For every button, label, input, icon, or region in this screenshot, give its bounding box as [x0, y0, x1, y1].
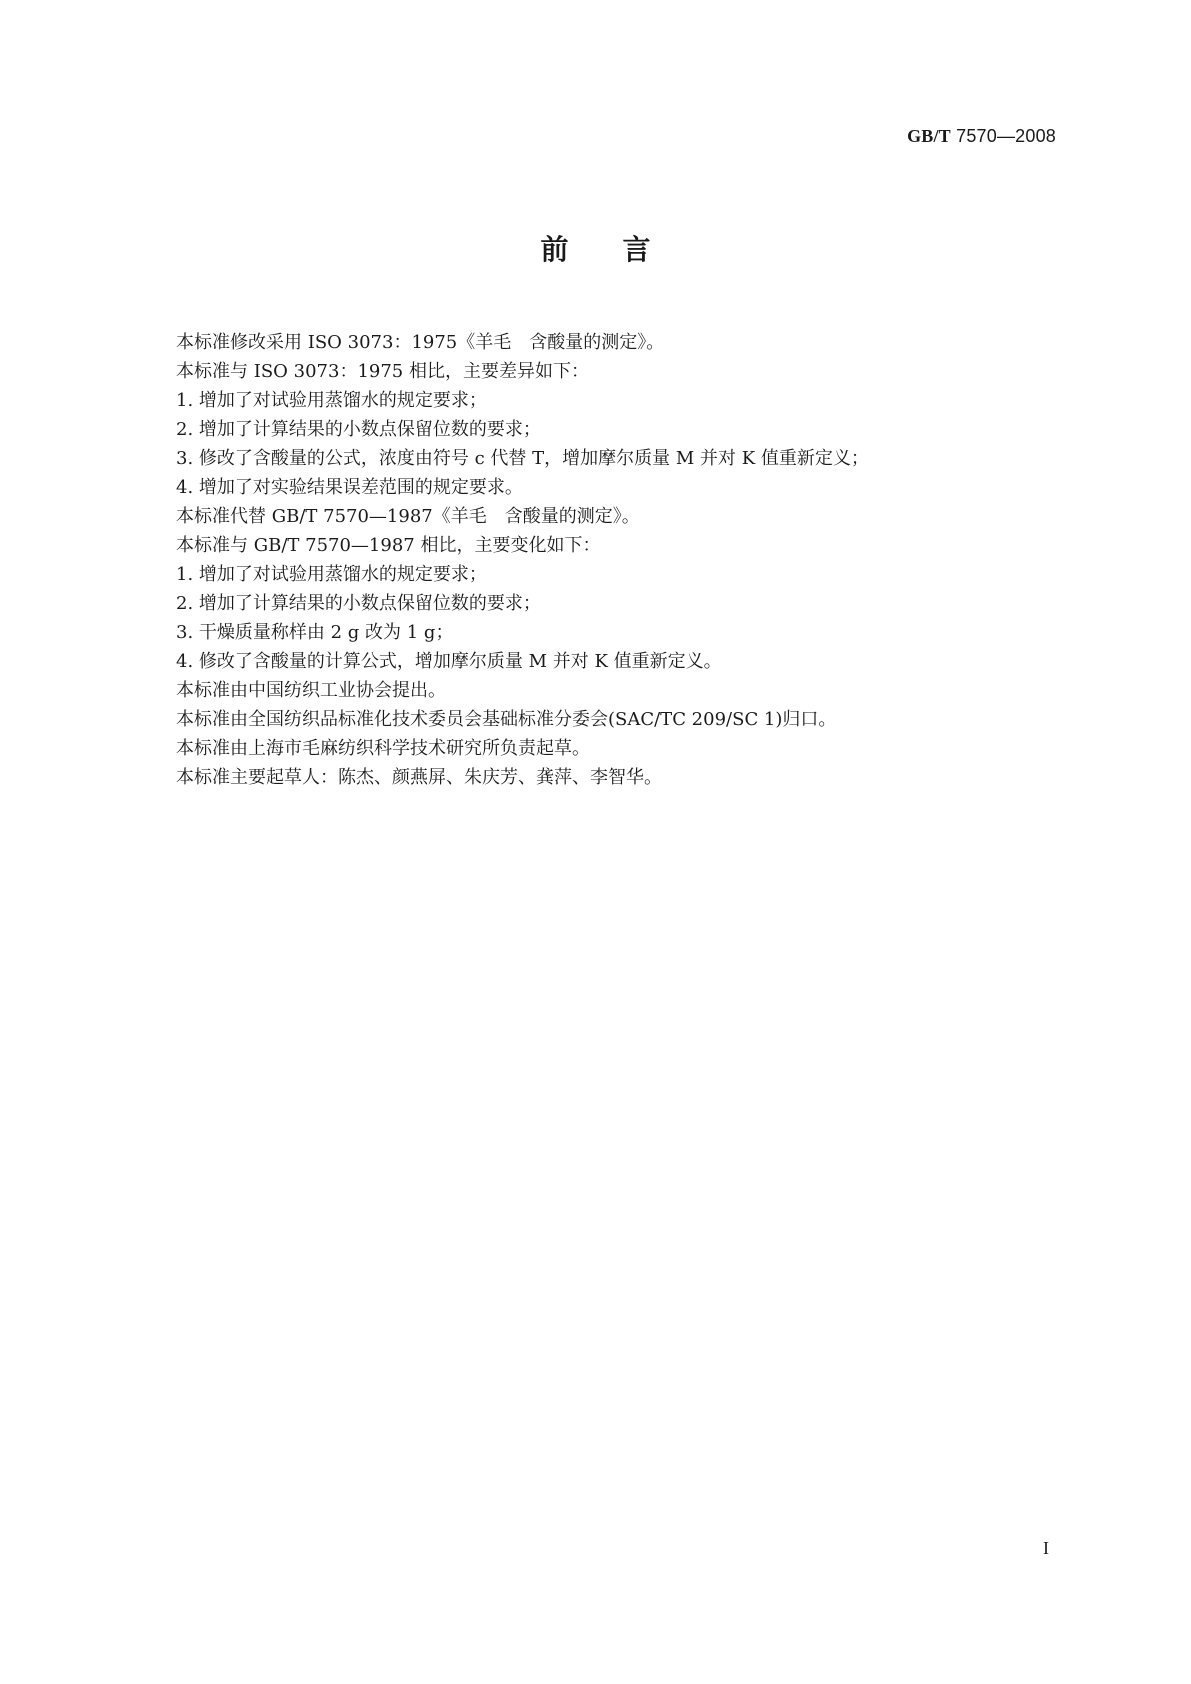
- list-item: 1. 增加了对试验用蒸馏水的规定要求；: [176, 390, 487, 411]
- paragraph: 本标准由全国纺织品标准化技术委员会基础标准分委会(SAC/TC 209/SC 1)归口。: [176, 709, 837, 730]
- list-item: 3. 干燥质量称样由 2 g 改为 1 g；: [176, 622, 454, 643]
- paragraph: 本标准由上海市毛麻纺织科学技术研究所负责起草。: [176, 738, 590, 759]
- list-item: 2. 增加了计算结果的小数点保留位数的要求；: [176, 593, 541, 614]
- standard-prefix: GB/T: [907, 126, 951, 146]
- paragraph: 本标准修改采用 ISO 3073：1975《羊毛 含酸量的测定》。: [176, 332, 665, 353]
- foreword-body: [176, 328, 1056, 792]
- page-title: 前言: [540, 233, 705, 266]
- page-number: I: [1043, 1538, 1049, 1558]
- list-item: 2. 增加了计算结果的小数点保留位数的要求；: [176, 419, 541, 440]
- list-item: 1. 增加了对试验用蒸馏水的规定要求；: [176, 564, 487, 585]
- paragraph: 本标准由中国纺织工业协会提出。: [176, 680, 446, 701]
- list-item: 3. 修改了含酸量的公式，浓度由符号 c 代替 T，增加摩尔质量 M 并对 K 值重新定义；: [176, 448, 869, 469]
- paragraph: 本标准代替 GB/T 7570—1987《羊毛 含酸量的测定》。: [176, 506, 640, 527]
- paragraph: 本标准与 ISO 3073：1975 相比，主要差异如下：: [176, 361, 589, 382]
- list-item: 4. 增加了对实验结果误差范围的规定要求。: [176, 477, 523, 498]
- standard-code: 7570—2008: [950, 126, 1056, 146]
- paragraph: 本标准与 GB/T 7570—1987 相比，主要变化如下：: [176, 535, 601, 556]
- list-item: 4. 修改了含酸量的计算公式，增加摩尔质量 M 并对 K 值重新定义。: [176, 651, 722, 672]
- paragraph: 本标准主要起草人：陈杰、颜燕屏、朱庆芳、龚萍、李智华。: [176, 767, 662, 788]
- standard-number: [907, 126, 1056, 147]
